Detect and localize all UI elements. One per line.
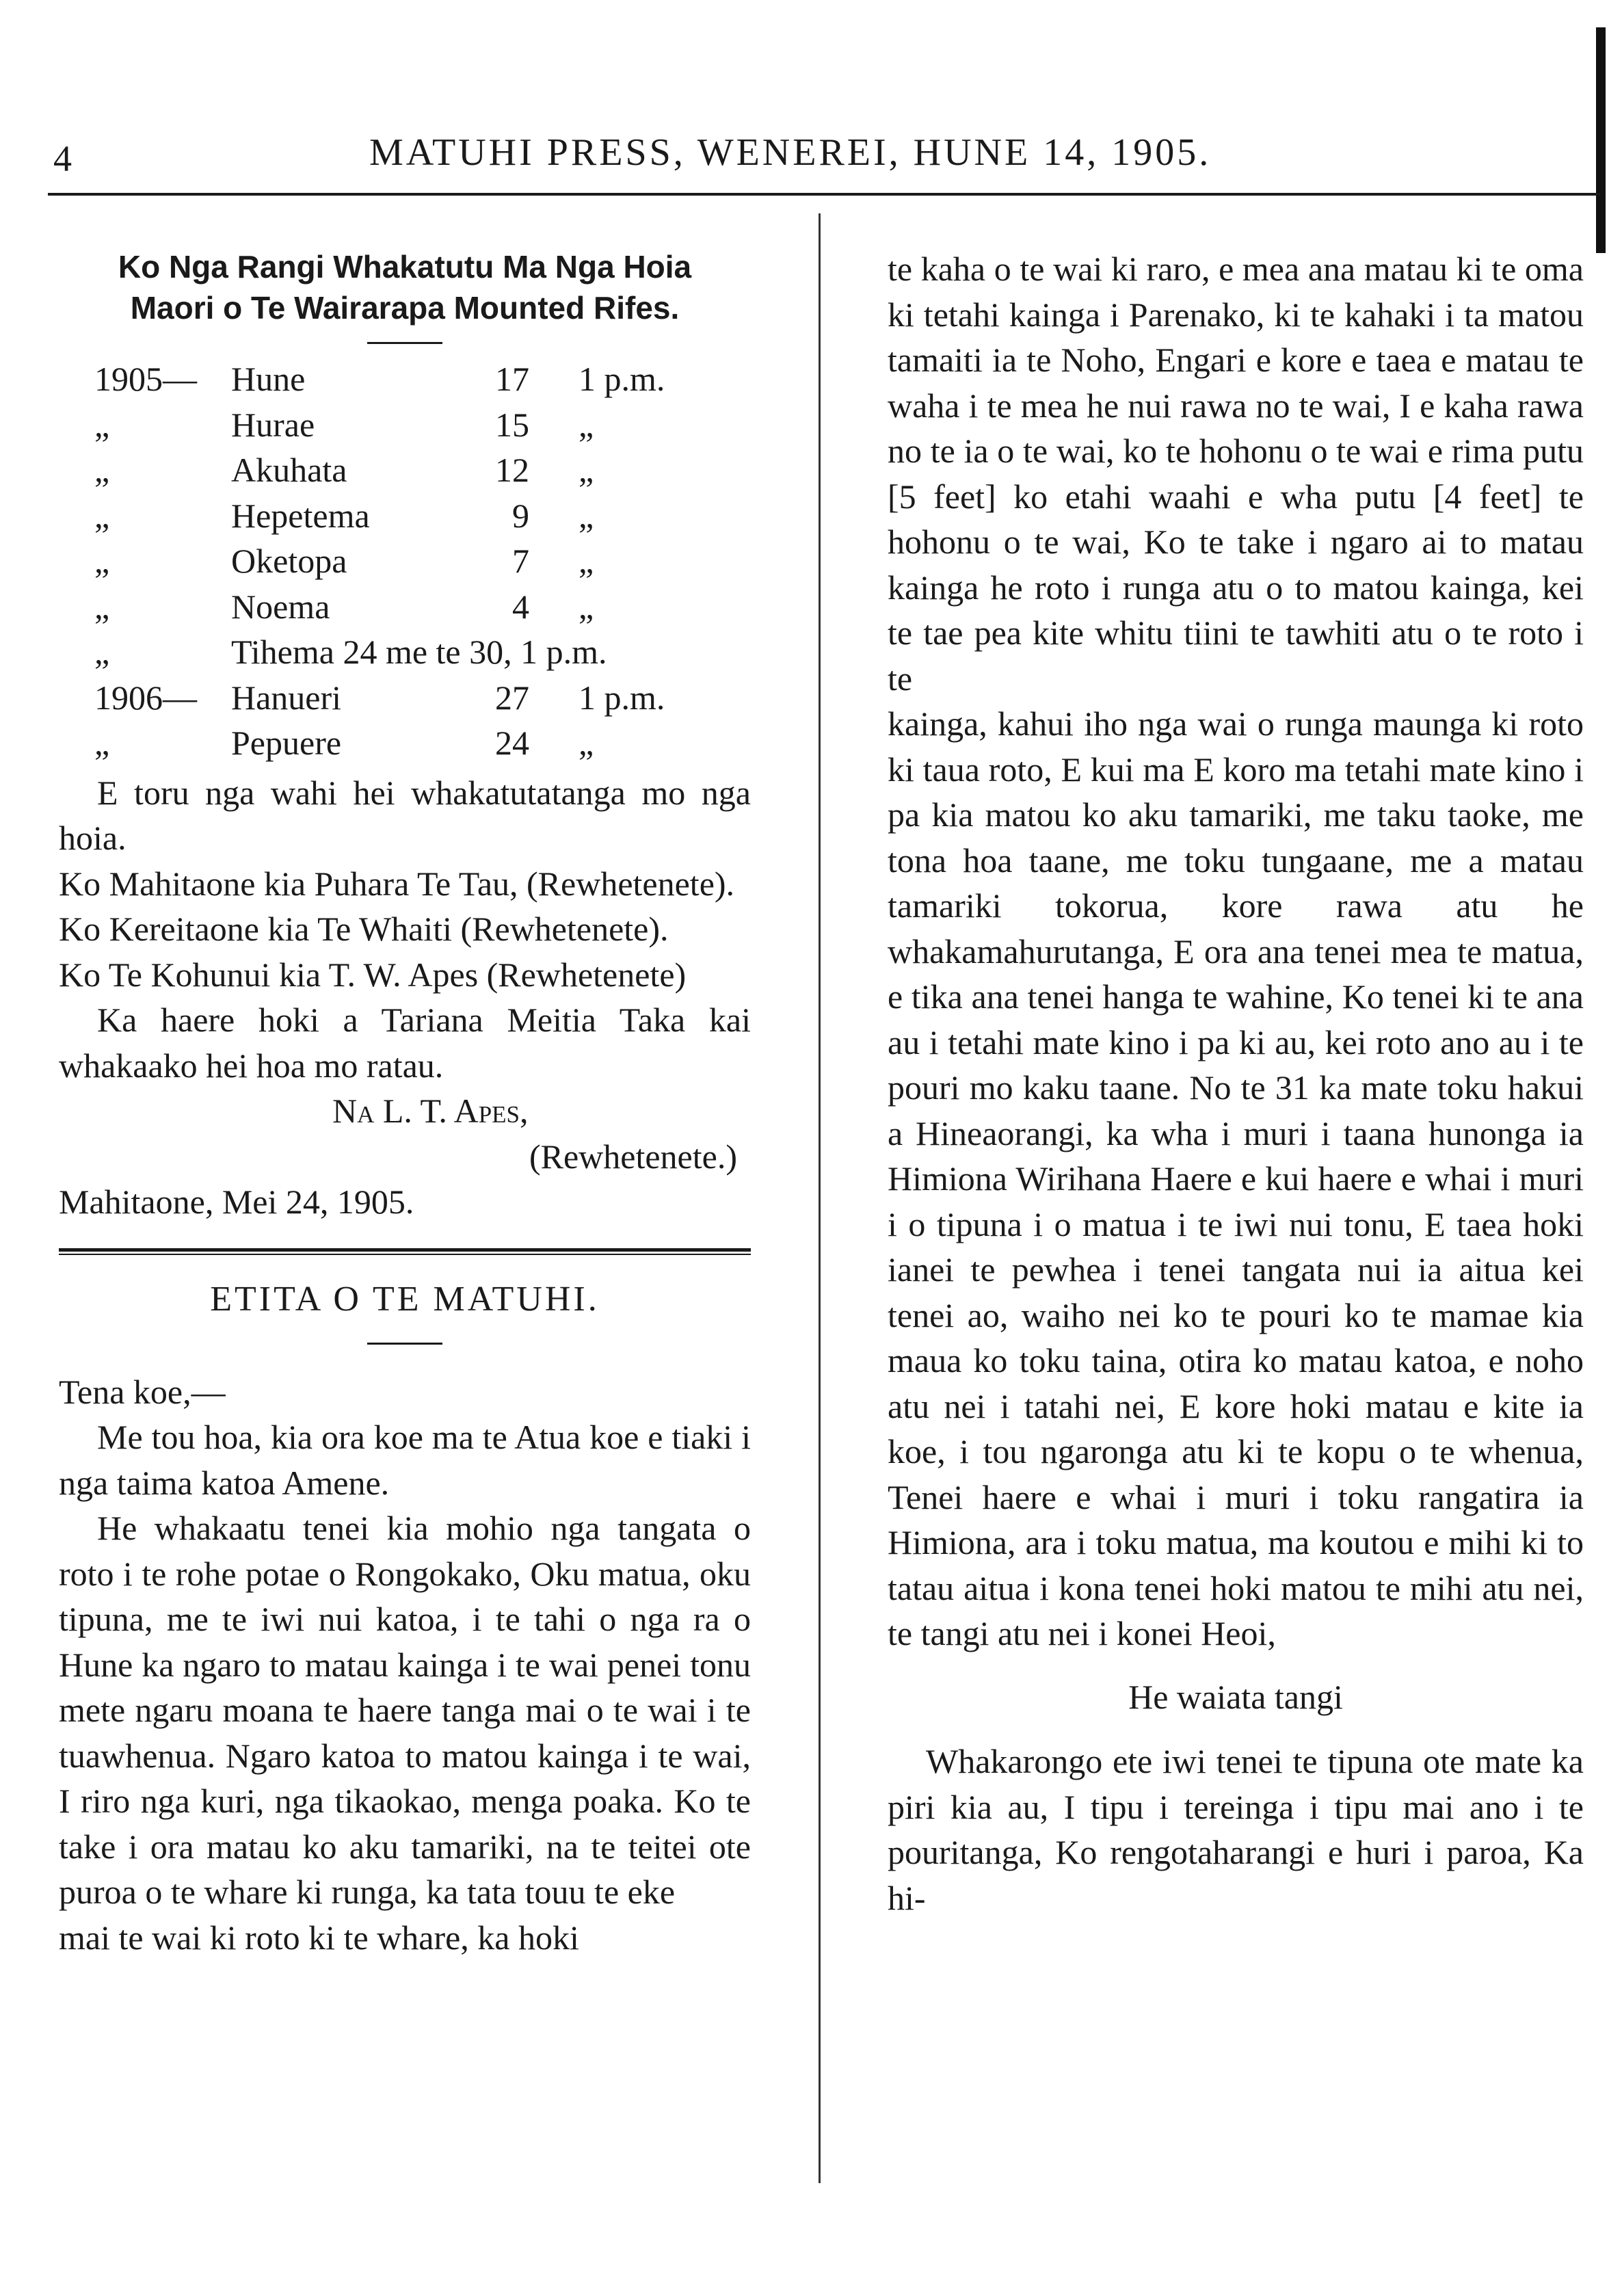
letter-paragraph: kainga, kahui iho nga wai o runga maunga ki roto ki taua roto, E kui ma E koro ma tetahi mate kino i pa kia matou ko aku tamariki, me taku taoke, me tona hoa taane, me toku tungaane, me a matau tamariki tokorua, kore rawa atu he whakamahurutanga, E ora ana tenei mea te matua, e tika ana tenei hanga te wahine, Ko tenei ki te ana au i tetahi mate kino i pa ki au, kei roto ano au i te pouri mo kaku taane. No te 31 ka mate toku hakui a Hineaorangi, ka wha i muri i taana hunonga ia Himiona Wirihana Haere e kui haere e whai i muri i o tipuna i o matua i te iwi nui tonu, E taea hoki ianei te pewhea i tenei tangata nui ia aitua kei tenei ao, waiho nei ko te pouri ko te mamae kia maua ko toku taina, otira ko matau katoa, e noho atu nei i tatahi nei, E kore hoki matau e kite ia koe, i tou ngaronga atu ki te kopu o te whenua, Tenei haere e whai i muri i toku rangatira ia Himiona, ara i toku matua, ma koutou e mihi ki to tatau aitua i kona tenei hoki matou te mihi atu nei, te tangi atu nei i konei Heoi,	[888, 704, 1584, 1652]
schedule-time: „	[579, 405, 594, 444]
letter-paragraph: He whakaatu tenei kia mohio nga tangata o roto i te rohe potae o Rongokako, Oku matua, oku tipuna, me te iwi nui katoa, i te tahi o nga ra o Hune ka ngaro to matau kainga i te wai penei tonu mete ngaru moana te haere tanga mai o te wai i te tuawhenua. Ngaro katoa to matou kainga i te wai, I riro nga kuri, nga tikaokao, menga poaka. Ko te take i ora matau ko aku tamariki, na te teitei ote puroa o te whare ki runga, ka tata touu te eke	[59, 1509, 751, 1911]
schedule-row	[59, 584, 751, 630]
right-column	[888, 246, 1584, 1921]
schedule-month: Noema	[231, 587, 330, 626]
schedule-day: 4	[512, 587, 529, 626]
schedule-year: „	[94, 633, 110, 671]
column-rule	[819, 213, 821, 2183]
schedule-month: Hune	[231, 360, 306, 398]
notice-dateline: Mahitaone, Mei 24, 1905.	[59, 1183, 414, 1221]
schedule-time: „	[579, 451, 594, 489]
schedule-year: 1906—	[94, 678, 197, 717]
schedule-row	[59, 629, 751, 675]
page-number: 4	[53, 138, 72, 179]
parade-location-2: Ko Kereitaone kia Te Whaiti (Rewhetenete).	[59, 910, 669, 948]
schedule-year: „	[94, 542, 110, 580]
letter-salutation: Tena koe,—	[59, 1372, 226, 1411]
schedule-day: 15	[495, 405, 529, 444]
notice-title-line-1: Ko Nga Rangi Whakatutu Ma Nga Hoia	[118, 249, 692, 285]
signature-role: (Rewhetenete.)	[529, 1137, 737, 1176]
schedule-month: Akuhata	[231, 451, 347, 489]
schedule-time: 1 p.m.	[579, 678, 665, 717]
schedule-day: 27	[495, 678, 529, 717]
schedule-time: „	[579, 724, 594, 762]
song-verse: Whakarongo ete iwi tenei te tipuna ote mate ka piri kia au, I tipu i tereinga i tipu mai ano i te pouritanga, Ko rengotaharangi e huri i paroa, Ka hi-	[888, 1742, 1584, 1917]
schedule-row	[59, 538, 751, 584]
notice-title-line-2: Maori o Te Wairarapa Mounted Rifes.	[130, 290, 680, 326]
schedule-row	[59, 356, 751, 402]
letter-paragraph: Me tou hoa, kia ora koe ma te Atua koe e tiaki i nga taima katoa Amene.	[59, 1418, 751, 1502]
letter-heading-rule	[367, 1343, 442, 1345]
letter-paragraph-end: mai te wai ki roto ki te whare, ka hoki	[59, 1918, 579, 1957]
signature-name: Na L. T. Apes,	[332, 1092, 529, 1130]
scan-edge-mark	[1596, 27, 1606, 253]
schedule-day: 24	[495, 724, 529, 762]
schedule-year: „	[94, 405, 110, 444]
schedule-year: „	[94, 451, 110, 489]
schedule-row	[59, 675, 751, 721]
section-divider	[59, 1248, 751, 1255]
left-column	[59, 246, 751, 1960]
schedule-row	[59, 493, 751, 539]
parade-location-1: Ko Mahitaone kia Puhara Te Tau, (Rewhetenete).	[59, 864, 735, 903]
schedule-year: „	[94, 496, 110, 535]
song-heading: He waiata tangi	[1128, 1677, 1343, 1716]
schedule-month: Oketopa	[231, 542, 347, 580]
schedule-time: „	[579, 542, 594, 580]
header-rule	[48, 193, 1600, 196]
notice-rule	[367, 342, 442, 344]
schedule-month: Pepuere	[231, 724, 342, 762]
letter-paragraph: te kaha o te wai ki raro, e mea ana matau ki te oma ki tetahi kainga i Parenako, ki te kahaki i ta matou tamaiti ia te Noho, Engari e kore e taea e matau te waha i te mea he nui rawa no te wai, I e kaha rawa no te ia o te wai, ko te hohonu o te wai e rima putu [5 feet] ko etahi waahi e wha putu [4 feet] te hohonu o te wai, Ko te take i ngaro ai to matau kainga he roto i runga atu o to matou kainga, kei te tae pea kite whitu tiini te tawhiti atu o te roto i te	[888, 250, 1584, 698]
schedule-month: Hepetema	[231, 496, 370, 535]
schedule-year: „	[94, 587, 110, 626]
running-head: MATUHI PRESS, WENEREI, HUNE 14, 1905.	[369, 131, 1212, 174]
letter-heading: ETITA O TE MATUHI.	[210, 1279, 600, 1319]
schedule-year: „	[94, 724, 110, 762]
schedule-time: 1 p.m.	[579, 360, 665, 398]
schedule-day: 12	[495, 451, 529, 489]
schedule-row	[59, 402, 751, 448]
schedule-day: 17	[495, 360, 529, 398]
schedule-month: Tihema 24 me te 30, 1 p.m.	[231, 633, 607, 671]
schedule-month: Hurae	[231, 405, 315, 444]
schedule-row	[59, 720, 751, 766]
schedule-time: „	[579, 587, 594, 626]
schedule-month: Hanueri	[231, 678, 342, 717]
notice-intro: E toru nga wahi hei whakatutatanga mo nga hoia.	[59, 773, 751, 857]
schedule-year: 1905—	[94, 360, 197, 398]
parade-schedule	[59, 356, 751, 766]
parade-location-3: Ko Te Kohunui kia T. W. Apes (Rewhetenete)	[59, 955, 687, 994]
schedule-day: 7	[512, 542, 529, 580]
notice-teacher: Ka haere hoki a Tariana Meitia Taka kai whakaako hei hoa mo ratau.	[59, 1001, 751, 1085]
schedule-time: „	[579, 496, 594, 535]
schedule-day: 9	[512, 496, 529, 535]
schedule-row	[59, 447, 751, 493]
